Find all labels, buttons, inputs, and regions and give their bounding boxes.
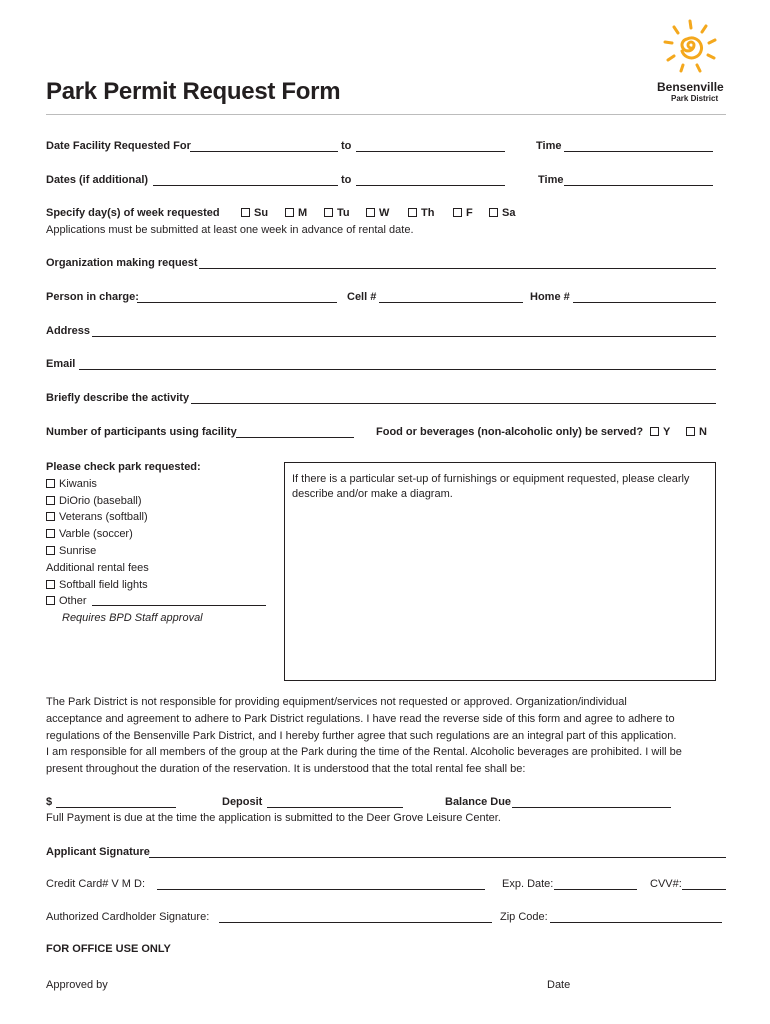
fee-label: Softball field lights (59, 578, 148, 591)
time-additional-label: Time (538, 174, 564, 186)
fee-label: Other (59, 595, 87, 608)
zip-label: Zip Code: (500, 911, 548, 923)
other-fee-field[interactable] (92, 605, 266, 606)
day-label: Su (254, 207, 269, 219)
day-checkbox-m[interactable] (285, 207, 307, 219)
checkbox-icon (46, 546, 55, 555)
agreement-paragraph (46, 694, 726, 778)
checkbox-icon (650, 427, 659, 436)
day-checkbox-w[interactable] (366, 207, 389, 219)
applicant-signature-label: Applicant Signature (46, 846, 150, 858)
setup-description-box[interactable] (284, 462, 716, 681)
checkbox-icon (285, 208, 294, 217)
checkbox-icon (241, 208, 250, 217)
fee-checkbox-softball-lights[interactable] (46, 577, 203, 594)
participants-label: Number of participants using facility (46, 426, 237, 438)
checkbox-icon (408, 208, 417, 217)
approval-note: Requires BPD Staff approval (62, 612, 203, 625)
agreement-line: acceptance and agreement to adhere to Park District regulations. I have read the reverse side of this form and agree to adhere to (46, 712, 675, 725)
checkbox-icon (489, 208, 498, 217)
date-facility-label: Date Facility Requested For (46, 140, 191, 152)
address-field[interactable] (92, 336, 716, 337)
no-label: N (699, 426, 707, 438)
checkbox-icon (686, 427, 695, 436)
address-label: Address (46, 325, 91, 337)
date-to-field[interactable] (356, 151, 505, 152)
park-label: Sunrise (59, 544, 97, 557)
agreement-line: I am responsible for all members of the group at the Park during the time of the Rental. Alcoholic beverages are prohibited. I will be (46, 746, 682, 759)
time-additional-field[interactable] (564, 185, 713, 186)
checkbox-icon (46, 529, 55, 538)
home-label: Home # (530, 291, 570, 303)
day-label: F (466, 207, 473, 219)
day-label: Sa (502, 207, 516, 219)
day-label: Tu (337, 207, 350, 219)
agreement-line: present throughout the duration of the reservation. It is understood that the total rental fee shall be: (46, 763, 526, 776)
exp-date-field[interactable] (554, 889, 637, 890)
advance-note: Applications must be submitted at least one week in advance of rental date. (46, 224, 414, 236)
date-to-label: to (341, 140, 352, 152)
time-field[interactable] (564, 151, 713, 152)
balance-due-label: Balance Due (445, 796, 512, 808)
logo-name: Bensenville (657, 80, 724, 94)
park-list (46, 459, 203, 627)
park-checkbox-kiwanis[interactable] (46, 476, 203, 493)
checkbox-icon (453, 208, 462, 217)
balance-due-field[interactable] (512, 807, 671, 808)
organization-field[interactable] (199, 268, 716, 269)
park-checkbox-sunrise[interactable] (46, 543, 203, 560)
park-label: Varble (soccer) (59, 528, 133, 541)
day-checkbox-tu[interactable] (324, 207, 350, 219)
total-fee-field[interactable] (56, 807, 176, 808)
exp-date-label: Exp. Date: (502, 878, 554, 890)
email-field[interactable] (79, 369, 716, 370)
park-heading: Please check park requested: (46, 461, 201, 473)
participants-field[interactable] (236, 437, 354, 438)
email-label: Email (46, 358, 76, 370)
park-label: Kiwanis (59, 477, 97, 490)
credit-card-field[interactable] (157, 889, 485, 890)
agreement-line: regulations of the Bensenville Park District, and I hereby further agree that such regulations are an integral part of this application. (46, 729, 677, 742)
day-label: Th (421, 207, 435, 219)
food-yes-checkbox[interactable] (650, 426, 670, 438)
park-label: Veterans (softball) (59, 511, 148, 524)
approved-by-label: Approved by (46, 979, 108, 991)
day-checkbox-f[interactable] (453, 207, 473, 219)
day-checkbox-su[interactable] (241, 207, 268, 219)
cardholder-signature-field[interactable] (219, 922, 492, 923)
activity-label: Briefly describe the activity (46, 392, 190, 404)
bensenville-sun-logo-icon (660, 18, 720, 76)
deposit-field[interactable] (267, 807, 403, 808)
checkbox-icon (46, 512, 55, 521)
page-title: Park Permit Request Form (46, 78, 341, 105)
day-label: W (379, 207, 390, 219)
office-use-heading: FOR OFFICE USE ONLY (46, 943, 171, 955)
park-checkbox-diorio[interactable] (46, 493, 203, 510)
cardholder-signature-label: Authorized Cardholder Signature: (46, 911, 210, 923)
dates-additional-to-label: to (341, 174, 352, 186)
checkbox-icon (366, 208, 375, 217)
food-no-checkbox[interactable] (686, 426, 707, 438)
day-checkbox-sa[interactable] (489, 207, 515, 219)
specify-days-label: Specify day(s) of week requested (46, 207, 220, 219)
day-label: M (298, 207, 308, 219)
home-field[interactable] (573, 302, 716, 303)
checkbox-icon (46, 596, 55, 605)
deposit-label: Deposit (222, 796, 263, 808)
credit-card-label: Credit Card# V M D: (46, 878, 146, 890)
office-date-label: Date (547, 979, 571, 991)
checkbox-icon (46, 479, 55, 488)
date-facility-field[interactable] (190, 151, 338, 152)
day-checkbox-th[interactable] (408, 207, 434, 219)
dates-additional-label: Dates (if additional) (46, 174, 149, 186)
full-payment-note: Full Payment is due at the time the application is submitted to the Deer Grove Leisure Center. (46, 812, 501, 824)
zip-field[interactable] (550, 922, 722, 923)
fees-heading: Additional rental fees (46, 561, 149, 574)
organization-label: Organization making request (46, 257, 198, 269)
setup-description-text: If there is a particular set-up of furnishings or equipment requested, please clearly describe and/or make a diagram. (292, 473, 690, 500)
park-label: DiOrio (baseball) (59, 494, 142, 507)
yes-label: Y (663, 426, 671, 438)
dates-additional-field[interactable] (153, 185, 338, 186)
title-divider (46, 114, 726, 115)
fee-checkbox-other[interactable] (46, 593, 203, 610)
checkbox-icon (46, 580, 55, 589)
food-question-label: Food or beverages (non-alcoholic only) be served? (376, 426, 644, 438)
park-checkbox-varble[interactable] (46, 526, 203, 543)
agreement-line: The Park District is not responsible for providing equipment/services not requested or approved. Organization/individual (46, 696, 627, 708)
park-checkbox-veterans[interactable] (46, 509, 203, 526)
person-in-charge-label: Person in charge: (46, 291, 139, 303)
cvv-field[interactable] (682, 889, 726, 890)
logo-subtitle: Park District (671, 94, 719, 103)
checkbox-icon (324, 208, 333, 217)
person-in-charge-field[interactable] (137, 302, 337, 303)
cell-field[interactable] (379, 302, 523, 303)
cvv-label: CVV#: (650, 878, 682, 890)
dollar-label: $ (46, 796, 53, 808)
time-label: Time (536, 140, 562, 152)
dates-additional-to-field[interactable] (356, 185, 505, 186)
cell-label: Cell # (347, 291, 377, 303)
checkbox-icon (46, 496, 55, 505)
applicant-signature-field[interactable] (149, 857, 726, 858)
activity-field[interactable] (191, 403, 716, 404)
